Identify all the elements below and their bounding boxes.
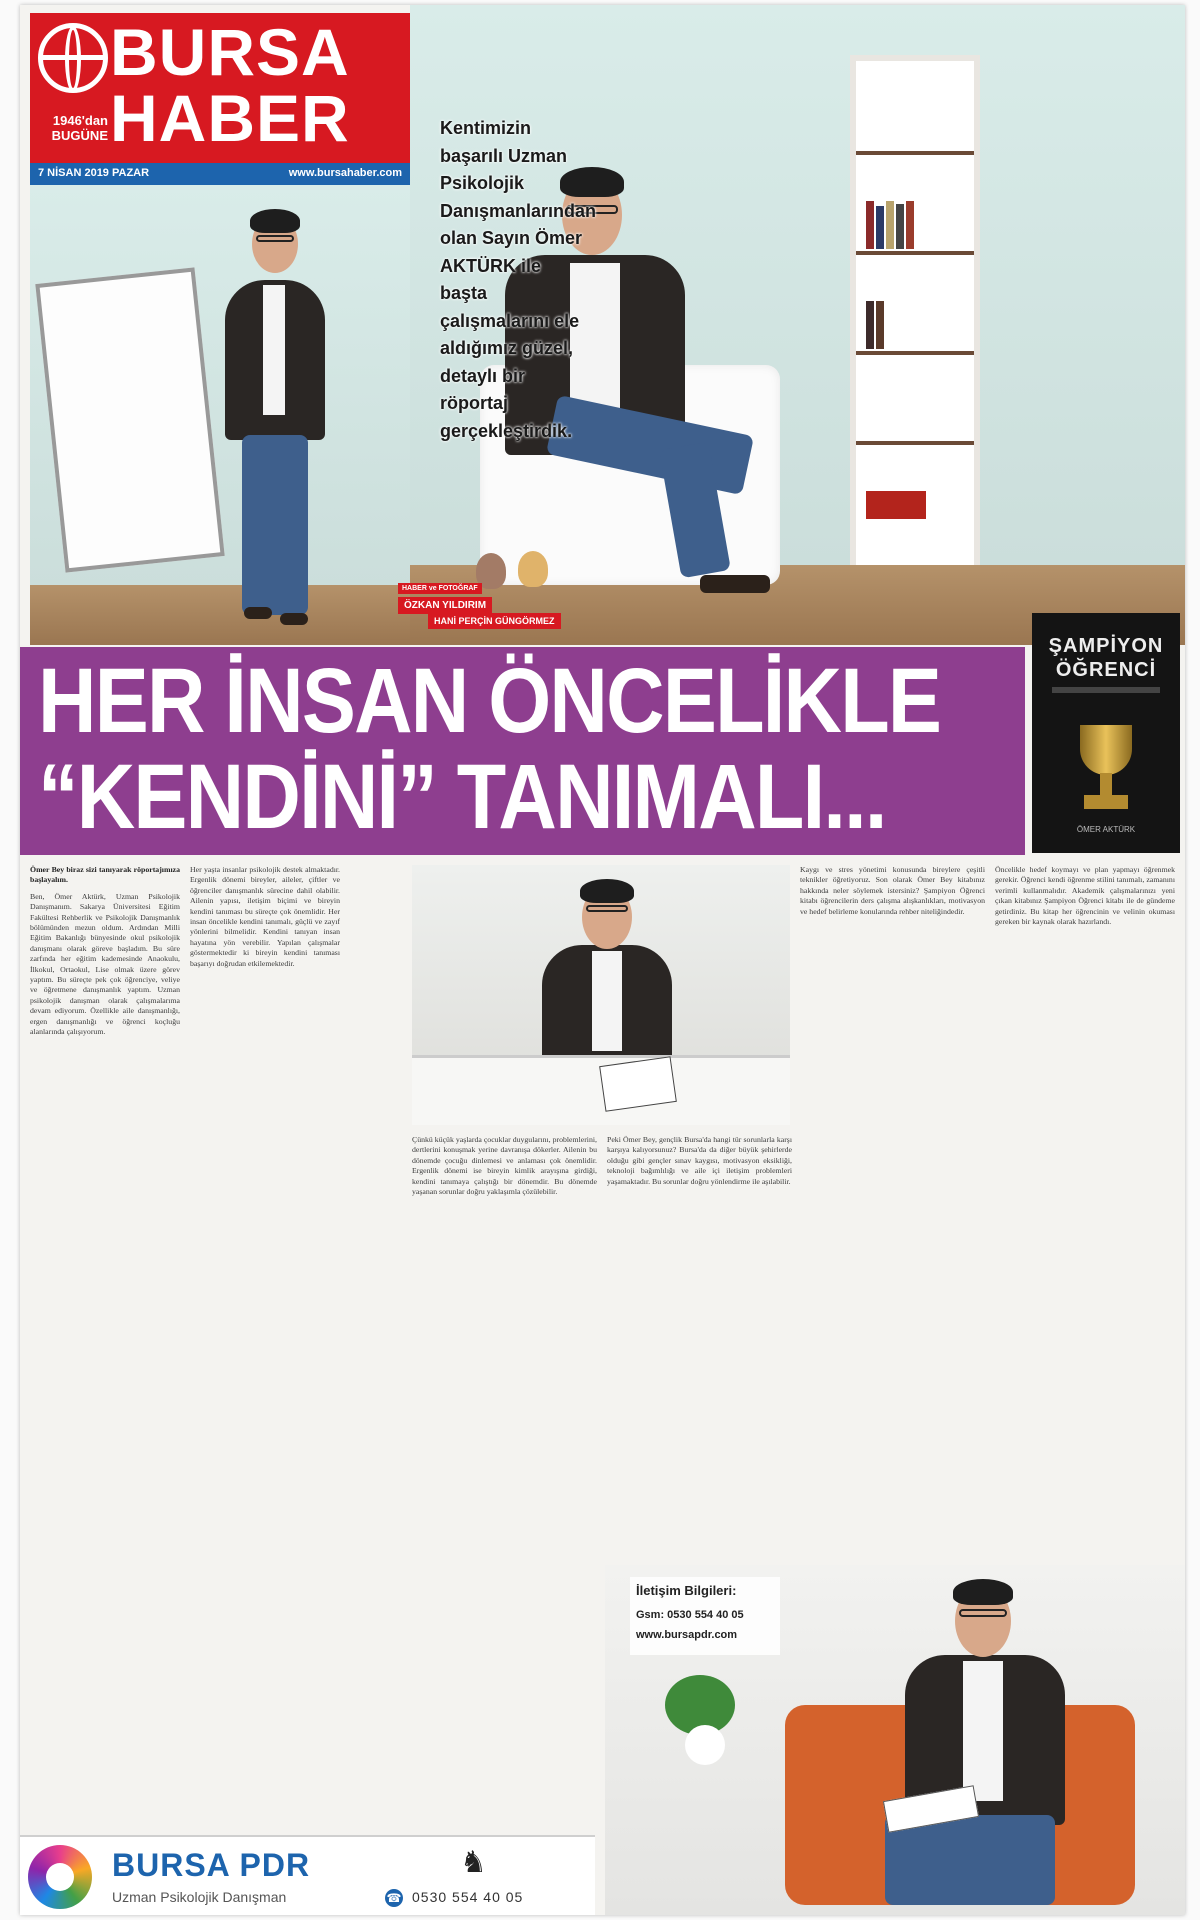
article-column-2-text: Her yaşta insanlar psikolojik destek almaktadır. Ergenlik dönemi bireyler, aileler, çiftler ve öğrenciler danışmanlık sürecine dahil olabilir. Ailenin yapısı, iletişim biçimi ve bireyin kendini tanıması bu süreçte çok önemlidir. Her insan öncelikle kendini tanımalı, güçlü ve zayıf yönlerini bilmelidir. Kendini tanıyan insan hayatına yön verebilir. Yapılan çalışmalar göstermektedir ki bireyin kendini tanıması başarıyı doğrudan etkilemektedir. [190,865,340,968]
newspaper-page [20,5,1185,1915]
headline-banner [20,647,1025,855]
byline [398,583,588,629]
intro-text: Kentimizin başarılı Uzman Psikolojik Danışmanlarından olan Sayın Ömer AKTÜRK ile başta çalışmalarını ele aldığımız güzel, detaylı bir röportaj gerçekleştirdik. [440,118,597,441]
article-column-5 [800,865,985,1555]
article-column-4 [607,1135,792,1555]
masthead-bar [30,163,410,185]
ad-subtitle: Uzman Psikolojik Danışman [112,1889,287,1905]
brain-logo-icon [28,1845,92,1909]
headline-line2: “KENDİNİ” TANIMALI... [38,746,886,848]
bookshelf [850,55,980,575]
trophy-icon [1080,725,1132,775]
article-column-3-text: Çünkü küçük yaşlarda çocuklar duygularını, problemlerini, dertlerini konuşmak yerine davranışa dökerler. Ailenin bu dönemde çocuğu dinlemesi ve anlaması çok önemlidir. Ergenlik dönemi ise bireyin kimlik arayışına girdiği, kendini tanımaya çalıştığı bir dönemdir. Bu dönemde yaşanan sorunlar doğru yaklaşımla çözülebilir. [412,1135,597,1197]
globe-icon [38,23,108,93]
article-column-2 [190,865,340,1825]
contact-info [630,1577,780,1655]
ad-phone-number: 0530 554 40 05 [412,1889,524,1905]
masthead-title-line1: BURSA [110,15,350,89]
article-column-6-text: Öncelikle hedef koymayı ve plan yapmayı öğrenmek gerekir. Öğrenci kendi öğrenme stilini tanımalı, zamanını verimli kullanmalıdır. Akademik çalışmalarınızı yeni çıkan kitabınız Şampiyon Öğrenci kitabı ile de gündeme getirdiniz. Bu kitap her öğrencinin ve velinin okuması gereken bir kaynak olarak hazırlandı. [995,865,1175,927]
second-reporter-name: HANİ PERÇİN GÜNGÖRMEZ [428,613,561,629]
book-title-line2: ÖĞRENCİ [1055,659,1157,681]
masthead-website: www.bursahaber.com [288,167,402,179]
byline-label: HABER ve FOTOĞRAF [398,583,482,594]
photo-whiteboard [30,185,410,645]
headline-line1: HER İNSAN ÖNCELİKLE [38,650,941,752]
article-column-5-text: Kaygı ve stres yönetimi konusunda bireylere çeşitli teknikler öğretiyoruz. Son olarak Ömer Bey kitabınız hakkında neler söylemek istersiniz? Şampiyon Öğrenci kitabı öğrencilerin ders çalışma alışkanlıkları, motivasyon ve hedef belirleme konularında rehber niteliğindedir. [800,865,985,916]
article-column-1 [30,865,180,1825]
masthead-logo [30,13,410,163]
second-reporter-photo [518,551,548,587]
reporter-name: ÖZKAN YILDIRIM [398,597,492,614]
book-title-line1: ŞAMPİYON [1048,635,1164,657]
contact-phone: Gsm: 0530 554 40 05 [636,1609,744,1621]
book-author: ÖMER AKTÜRK [1076,825,1136,834]
ad-brand-name: BURSA PDR [112,1847,311,1883]
masthead-since: 1946'dan BUGÜNE [51,113,108,143]
photo-desk [412,865,790,1125]
contact-title: İletişim Bilgileri: [636,1583,737,1598]
article-lead-question: Ömer Bey biraz sizi tanıyarak röportajımıza başlayalım. [30,865,180,885]
mask-icon: ♞ [460,1845,487,1880]
masthead-title-line2: HABER [110,81,350,155]
book-cover [1032,613,1180,853]
article-column-6 [995,865,1175,1555]
article-column-3 [412,1135,597,1825]
article-column-4-text: Peki Ömer Bey, gençlik Bursa'da hangi tür sorunlarla karşı karşıya kalıyorsunuz? Bursa'da da diğer büyük şehirlerde olduğu gibi gençler sınav kaygısı, motivasyon eksikliği, teknoloji bağımlılığı ve aile içi iletişim problemleri yaşamaktadır. Bu sorunlar doğru yönlendirme ile aşılabilir. [607,1135,792,1186]
issue-date: 7 NİSAN 2019 PAZAR [38,167,150,179]
bursa-pdr-ad [20,1835,595,1915]
contact-website: www.bursapdr.com [636,1629,738,1641]
whiteboard [35,267,224,572]
phone-icon: ☎ [386,1891,402,1905]
article-column-1-text: Ben, Ömer Aktürk, Uzman Psikolojik Danışmanım. Sakarya Üniversitesi Eğitim Fakültesi Rehberlik ve Psikolojik Danışmanlık bölümünden mezun oldum. Ardından Milli Eğitim Bakanlığı bünyesinde okul psikolojik danışmanı olarak göreve başladım. Bu süre zarfında her eğitim kademesinde Anaokulu, İlkokul, Ortaokul, Lise olmak üzere görev yaptım. Bu süreçte pek çok öğrenciye, veliye ve öğretmene danışmanlık yaptım. Uzman psikolojik danışman olarak çalışmalarıma devam ediyorum. Özellikle aile danışmanlığı, ergen danışmanlığı ve öğrenci koçluğu alanlarında çalışıyorum. [30,891,180,1037]
